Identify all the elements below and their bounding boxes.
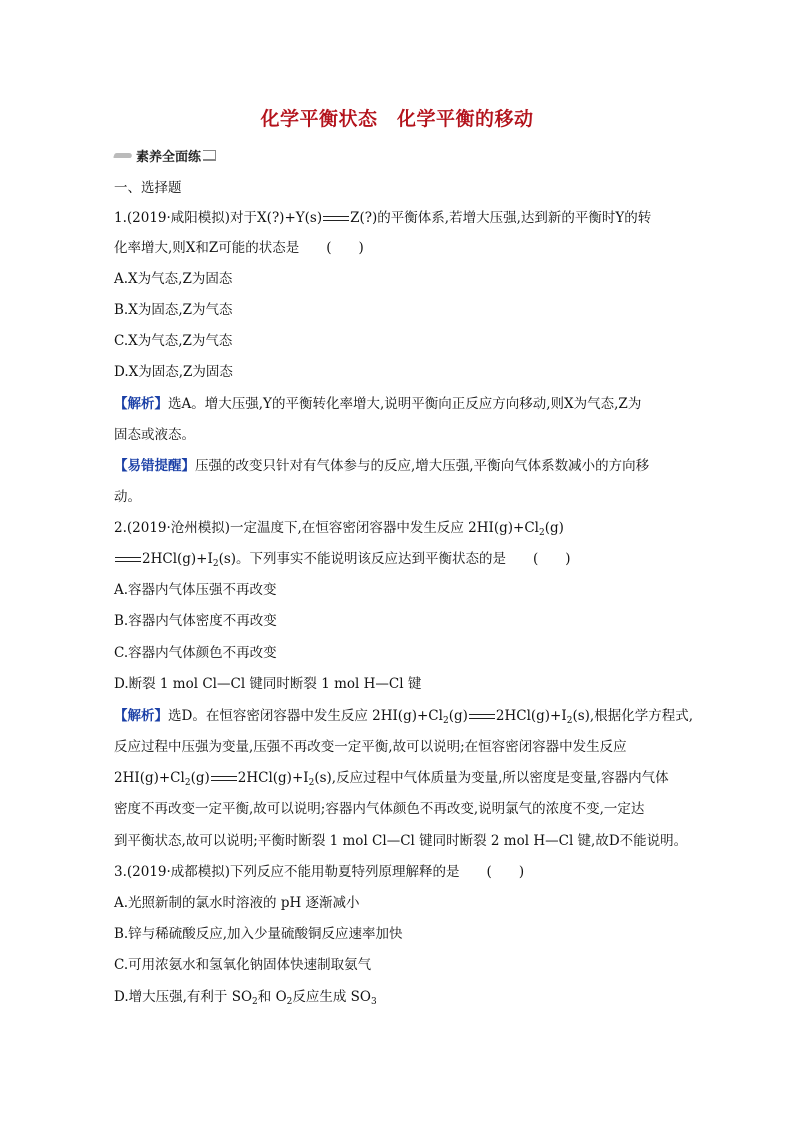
q2-stem-part2: (g)	[544, 520, 564, 536]
q3-option-c: C.可用浓氨水和氢氧化钠固体快速制取氨气	[114, 957, 372, 973]
q3-option-a: A.光照新制的氯水时溶液的 pH 逐渐减小	[114, 895, 360, 911]
q1-analysis-text1: 选A。增大压强,Y的平衡转化率增大,说明平衡向正反应方向移动,则X为气态,Z为	[168, 396, 642, 412]
q1-option-b: B.X为固态,Z为气态	[114, 302, 233, 318]
q2-analysis-part1: 选D。在恒容密闭容器中发生反应 2HI(g)+Cl	[168, 708, 443, 724]
q2-option-a: A.容器内气体压强不再改变	[114, 582, 277, 598]
q2-analysis-line2: 反应过程中压强为变量,压强不再改变一定平衡,故可以说明;在恒容密闭容器中发生反应	[114, 739, 627, 755]
equilibrium-arrow-icon	[469, 711, 495, 723]
q2-subscript: 2	[212, 559, 219, 569]
section-heading: 一、选择题	[114, 180, 182, 196]
q1-option-c: C.X为气态,Z为气态	[114, 333, 233, 349]
pen-icon	[114, 150, 134, 160]
badge-label: 素养全面练	[136, 149, 202, 165]
q2-stem-part1: 2.(2019·沧州模拟)一定温度下,在恒容密闭容器中发生反应 2HI(g)+Cl	[114, 520, 539, 536]
q1-analysis-line2: 固态或液态。	[114, 427, 195, 443]
q2-analysis-part8: (s),反应过程中气体质量为变量,所以密度是变量,容器内气体	[314, 770, 669, 786]
analysis-tag: 【解析】	[114, 708, 168, 724]
analysis-tag: 【解析】	[114, 396, 168, 412]
q3-option-d-part3: 反应生成 SO	[292, 989, 371, 1005]
q2-analysis-line4: 密度不再改变一定平衡,故可以说明;容器内气体颜色不再改变,说明氯气的浓度不变,一定达	[114, 801, 645, 817]
q1-tip-text1: 压强的改变只针对有气体参与的反应,增大压强,平衡向气体系数减小的方向移	[195, 458, 650, 474]
q1-stem-part2: Z(?)的平衡体系,若增大压强,达到新的平衡时Y的转	[350, 210, 652, 226]
q3-option-d-part2: 和 O	[257, 989, 287, 1005]
tip-tag: 【易错提醒】	[114, 458, 195, 474]
q3-option-d	[114, 987, 377, 1007]
q2-subscript: 2	[308, 778, 315, 788]
q2-option-b: B.容器内气体密度不再改变	[114, 613, 277, 629]
q3-subscript: 3	[370, 997, 377, 1007]
q1-tip-line1	[114, 456, 649, 476]
q2-analysis-line1	[114, 706, 693, 726]
q1-analysis-line1	[114, 394, 641, 414]
q2-analysis-part6: (g)	[190, 770, 210, 786]
section-badge	[114, 146, 216, 164]
q2-subscript: 2	[442, 716, 449, 726]
q2-analysis-part3: 2HCl(g)+I	[495, 708, 567, 724]
equilibrium-arrow-icon	[323, 213, 349, 225]
q2-option-c: C.容器内气体颜色不再改变	[114, 645, 277, 661]
q1-stem-line1	[114, 208, 651, 228]
q2-option-d: D.断裂 1 mol Cl—Cl 键同时断裂 1 mol H—Cl 键	[114, 676, 422, 692]
q2-subscript: 2	[538, 528, 545, 538]
q1-stem-line2: 化率增大,则X和Z可能的状态是 ( )	[114, 240, 364, 256]
q2-analysis-line5: 到平衡状态,故可以说明;平衡时断裂 1 mol Cl—Cl 键同时断裂 2 mol H—Cl 键,故D不能说明。	[114, 833, 688, 849]
q2-analysis-part7: 2HCl(g)+I	[237, 770, 309, 786]
page-title: 化学平衡状态 化学平衡的移动	[260, 108, 534, 130]
q2-analysis-line3	[114, 768, 669, 788]
q3-option-d-part1: D.增大压强,有利于 SO	[114, 989, 253, 1005]
q2-stem-part4: (s)。下列事实不能说明该反应达到平衡状态的是 ( )	[218, 551, 571, 567]
q2-stem-part3: 2HCl(g)+I	[142, 551, 213, 567]
equilibrium-arrow-icon	[211, 773, 237, 785]
q3-stem: 3.(2019·成都模拟)下列反应不能用勒夏特列原理解释的是 ( )	[114, 864, 525, 880]
q2-stem-line2	[114, 549, 571, 569]
q1-tip-line2: 动。	[114, 489, 141, 505]
q2-analysis-part5: 2HI(g)+Cl	[114, 770, 185, 786]
q3-option-b: B.锌与稀硫酸反应,加入少量硫酸铜反应速率加快	[114, 926, 403, 942]
q1-option-d: D.X为固态,Z为固态	[114, 364, 233, 380]
q2-stem-line1	[114, 518, 564, 538]
equilibrium-arrow-icon	[115, 554, 141, 566]
q3-subscript: 2	[252, 997, 258, 1007]
q2-analysis-part4: (s),根据化学方程式,	[572, 708, 693, 724]
badge-bracket-icon	[203, 150, 216, 161]
q1-option-a: A.X为气态,Z为固态	[114, 271, 233, 287]
q2-subscript: 2	[184, 778, 191, 788]
q3-subscript: 2	[286, 997, 293, 1007]
q1-stem-part1: 1.(2019·咸阳模拟)对于X(?)+Y(s)	[114, 210, 323, 226]
q2-subscript: 2	[566, 716, 573, 726]
q2-analysis-part2: (g)	[448, 708, 468, 724]
